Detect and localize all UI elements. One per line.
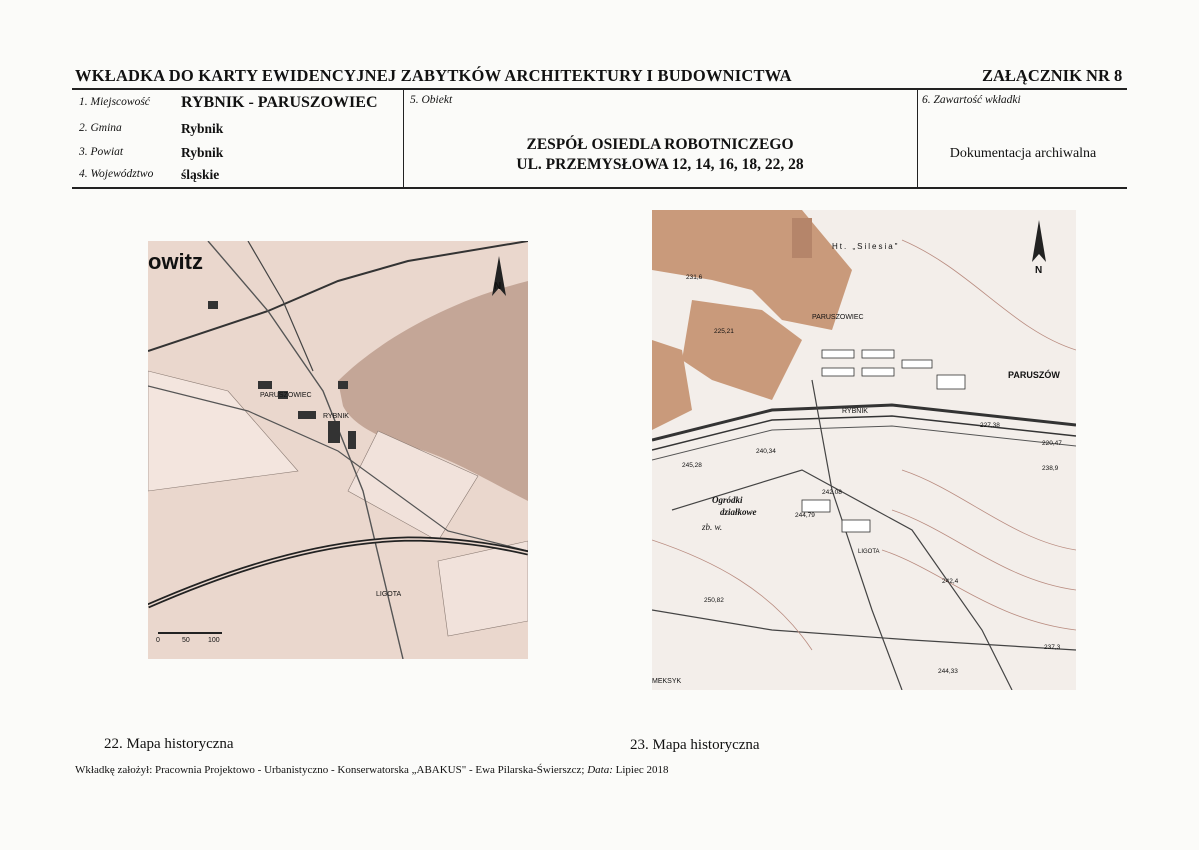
elevation-label: 242,08 — [822, 489, 842, 496]
caption-left: 22. Mapa historyczna — [104, 736, 234, 752]
elevation-label: 244,33 — [938, 668, 958, 675]
table-bottom-border — [72, 187, 1127, 189]
footer-credit — [75, 764, 668, 776]
map-left-north-letter: N — [494, 281, 502, 292]
table-divider-2 — [917, 89, 918, 187]
county-label: 3. Powiat — [79, 146, 124, 158]
historical-map-left-drawing — [148, 241, 528, 659]
object-line-1: ZESPÓŁ OSIEDLA ROBOTNICZEGO — [526, 136, 794, 153]
elevation-label: 220,47 — [1042, 440, 1062, 447]
locality-label: 1. Miejscowość — [79, 96, 150, 108]
voivodeship-value: śląskie — [181, 167, 220, 182]
elevation-label: 237,3 — [1044, 644, 1061, 651]
map-right-paruszowiec-label: PARUSZOWIEC — [812, 314, 864, 321]
scale-label-50: 50 — [182, 637, 190, 644]
object-line-2: UL. PRZEMYSŁOWA 12, 14, 16, 18, 22, 28 — [516, 156, 804, 173]
elevation-label: 231,6 — [686, 274, 703, 281]
voivodeship-label: 4. Województwo — [79, 168, 154, 180]
elevation-label: 244,79 — [795, 512, 815, 519]
map-right-rybnik-label: RYBNIK — [842, 408, 868, 415]
historical-map-right — [652, 210, 1076, 690]
table-top-border — [72, 88, 1127, 90]
dzialkowe-label: działkowe — [720, 507, 757, 517]
elevation-label: 227,38 — [980, 422, 1000, 429]
scale-label-0: 0 — [156, 637, 160, 644]
contents-value: Dokumentacja archiwalna — [949, 146, 1097, 161]
historical-map-right-drawing — [652, 210, 1076, 690]
meksyk-label: MEKSYK — [652, 678, 682, 685]
footer-date-value: Lipiec 2018 — [615, 764, 669, 776]
caption-right: 23. Mapa historyczna — [630, 737, 760, 753]
map-right-paruszow-label: PARUSZÓW — [1008, 370, 1060, 380]
commune-label: 2. Gmina — [79, 122, 122, 134]
elevation-label: 238,9 — [1042, 465, 1059, 472]
ogrodki-label: Ogródki — [712, 495, 743, 505]
document-title: WKŁADKA DO KARTY EWIDENCYJNEJ ZABYTKÓW ARCHITEKTURY I BUDOWNICTWA — [75, 66, 792, 85]
elevation-label: 250,82 — [704, 597, 724, 604]
footer-date-label: Data: — [587, 764, 613, 776]
commune-value: Rybnik — [181, 121, 224, 136]
county-value: Rybnik — [181, 145, 224, 160]
object-label: 5. Obiekt — [410, 94, 453, 106]
map-left-paruszowiec-label: PARUSZOWIEC — [260, 392, 312, 399]
locality-value: RYBNIK - PARUSZOWIEC — [181, 94, 378, 111]
elevation-label: 225,21 — [714, 328, 734, 335]
elevation-label: 240,34 — [756, 448, 776, 455]
map-right-ligota-label: LIGOTA — [858, 549, 880, 555]
historical-map-left — [148, 241, 528, 659]
annex-number: ZAŁĄCZNIK NR 8 — [982, 66, 1123, 85]
station-label: Ht. „Silesia" — [832, 242, 900, 251]
map-left-place-label: owitz — [148, 249, 203, 274]
map-left-ligota-label: LIGOTA — [376, 591, 402, 598]
map-right-north-letter: N — [1035, 265, 1043, 276]
contents-label: 6. Zawartość wkładki — [922, 94, 1021, 106]
footer-prefix: Wkładkę założył: Pracownia Projektowo - Urbanistyczno - Konserwatorska „ABAKUS" - Ewa Pilarska-Świerszcz; — [75, 764, 585, 776]
zbw-label: zb. w. — [702, 522, 723, 532]
scale-label-100: 100 — [208, 637, 220, 644]
elevation-label: 242,4 — [942, 578, 959, 585]
elevation-label: 245,28 — [682, 462, 702, 469]
map-left-rybnik-label: RYBNIK — [323, 413, 349, 420]
